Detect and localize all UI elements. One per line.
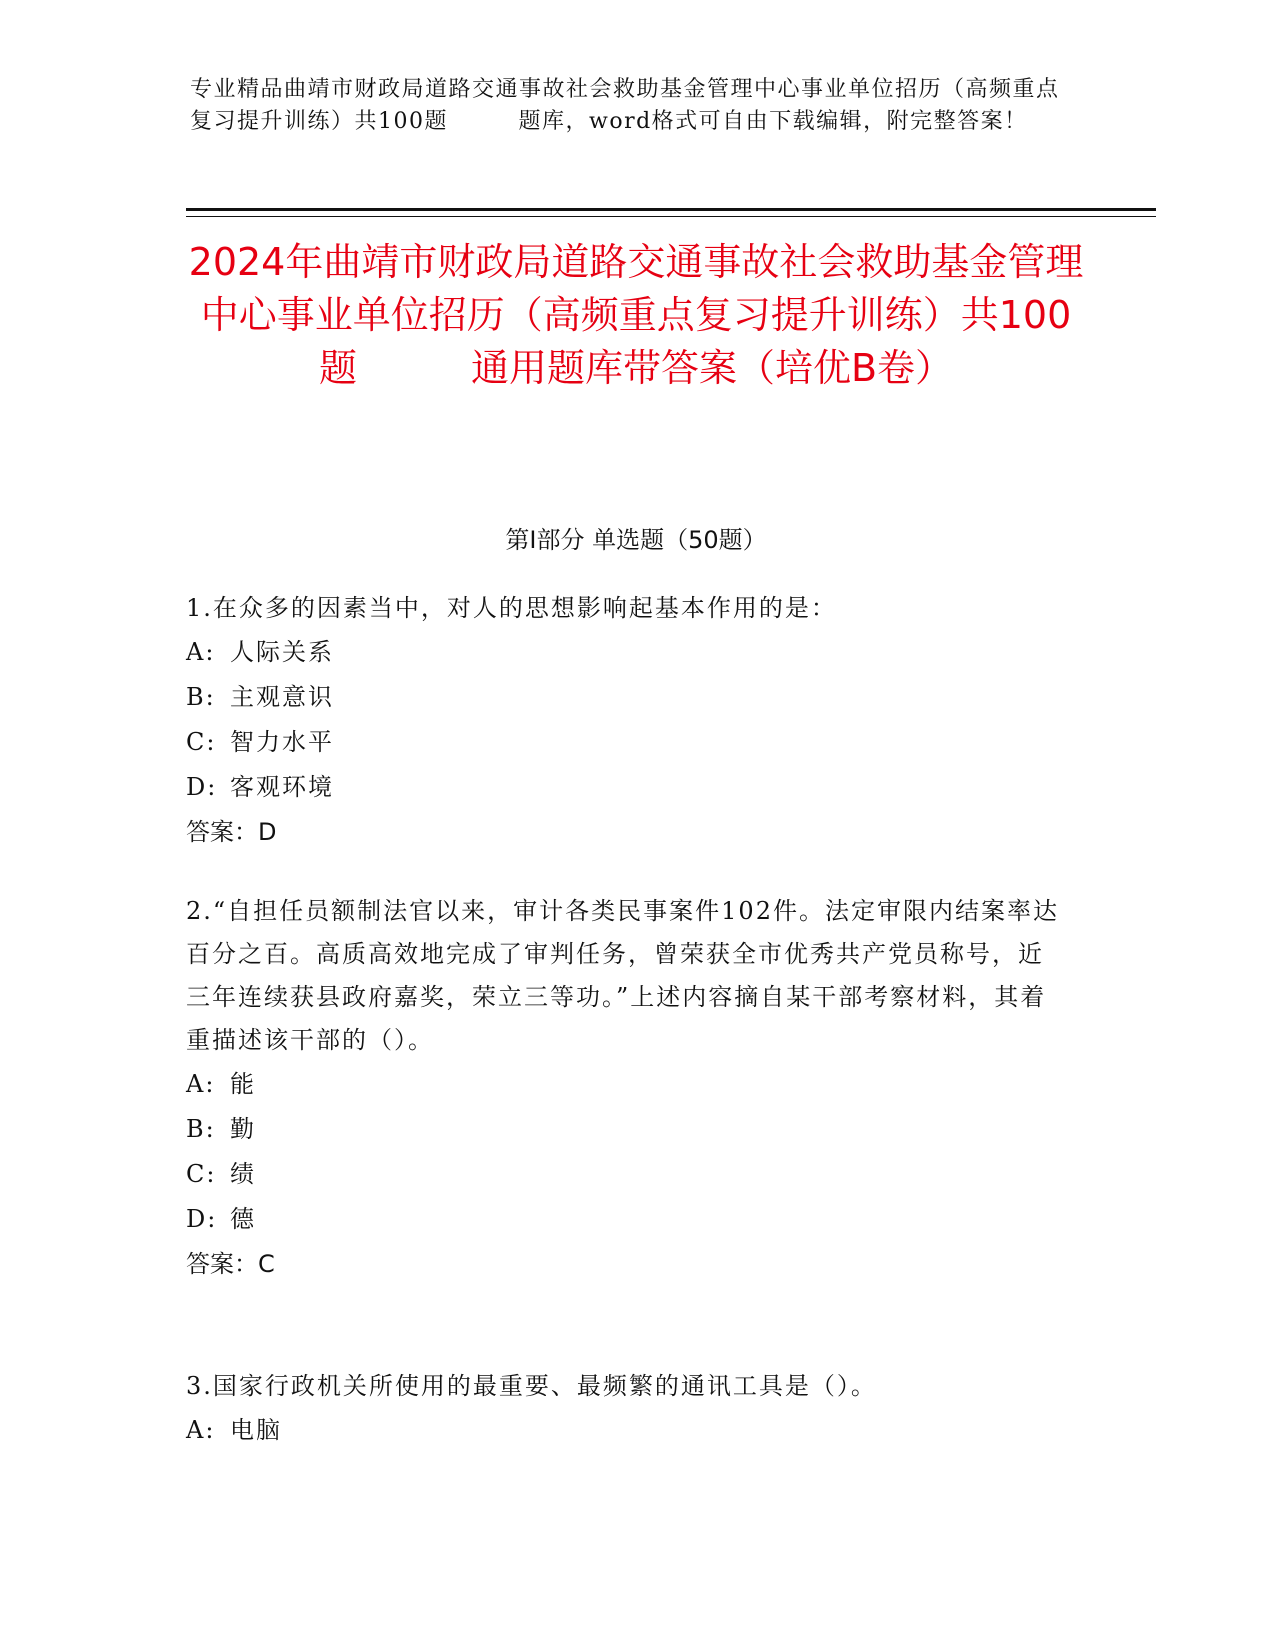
option-a: [186, 1408, 1066, 1453]
option-d: [186, 765, 1066, 810]
option-letter: A:: [186, 1416, 216, 1444]
option-text: 主观意识: [230, 683, 334, 711]
document-title: 2024年曲靖市财政局道路交通事故社会救助基金管理中心事业单位招历（高频重点复习提升训练）共100题 通用题库带答案（培优B卷）: [188, 240, 1084, 390]
option-a: [186, 630, 1066, 675]
option-letter: B:: [186, 1115, 216, 1143]
option-c: [186, 720, 1066, 765]
option-letter: D:: [186, 1205, 218, 1233]
option-text: 人际关系: [230, 638, 334, 666]
question-3: [186, 1365, 1066, 1453]
header-rule-thick: [186, 208, 1156, 211]
question-1: [186, 587, 1066, 855]
option-letter: D:: [186, 773, 218, 801]
option-letter: B:: [186, 683, 216, 711]
option-b: [186, 675, 1066, 720]
option-text: 勤: [230, 1115, 256, 1143]
option-text: 电脑: [230, 1416, 282, 1444]
question-stem: 1.在众多的因素当中，对人的思想影响起基本作用的是：: [186, 594, 837, 622]
header-note: 专业精品曲靖市财政局道路交通事故社会救助基金管理中心事业单位招历（高频重点复习提升训练）共100题 题库，word格式可自由下载编辑，附完整答案！: [190, 77, 1060, 134]
option-a: [186, 1062, 1066, 1107]
option-text: 德: [230, 1205, 256, 1233]
section-title: 第Ⅰ部分 单选题（50题）: [505, 526, 767, 554]
option-text: 客观环境: [230, 773, 334, 801]
header-rule-thin: [186, 216, 1156, 217]
option-c: [186, 1152, 1066, 1197]
question-stem: 2.“自担任员额制法官以来，审计各类民事案件102件。法定审限内结案率达百分之百。高质高效地完成了审判任务，曾荣获全市优秀共产党员称号，近三年连续获县政府嘉奖，荣立三等功。”上述内容摘自某干部考察材料，其着重描述该干部的（）。: [186, 897, 1059, 1054]
option-letter: C:: [186, 728, 217, 756]
option-letter: C:: [186, 1160, 217, 1188]
option-letter: A:: [186, 1070, 216, 1098]
option-text: 绩: [230, 1160, 256, 1188]
question-2: [186, 890, 1066, 1287]
option-text: 能: [230, 1070, 256, 1098]
answer: 答案：C: [186, 1250, 275, 1278]
option-text: 智力水平: [230, 728, 334, 756]
question-stem: 3.国家行政机关所使用的最重要、最频繁的通讯工具是（）。: [186, 1372, 877, 1400]
option-d: [186, 1197, 1066, 1242]
answer: 答案：D: [186, 818, 277, 846]
option-letter: A:: [186, 638, 216, 666]
option-b: [186, 1107, 1066, 1152]
